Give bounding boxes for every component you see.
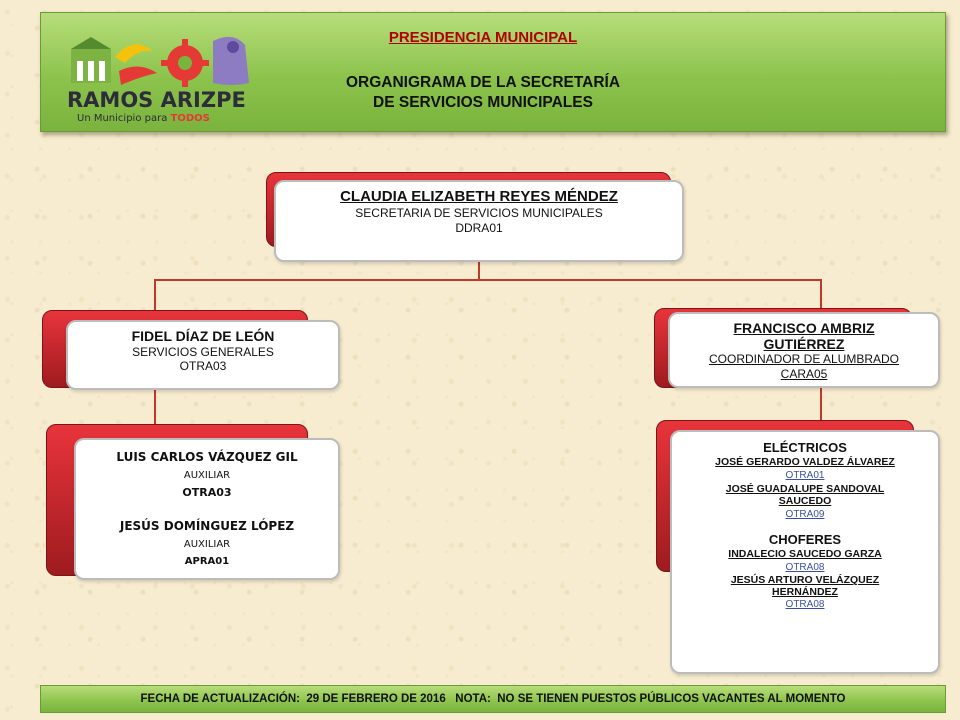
- right-role: COORDINADOR DE ALUMBRADO: [708, 352, 900, 366]
- logo-tagline-emphasis: TODOS: [170, 113, 210, 124]
- left-sub-p1-code: OTRA03: [182, 486, 232, 499]
- right-name-line-1: FRANCISCO AMBRIZ: [733, 320, 875, 336]
- g1-p2-name-line-1: JOSÉ GUADALUPE SANDOVAL: [725, 483, 885, 495]
- group-electricos-heading: ELÉCTRICOS: [763, 440, 847, 455]
- subtitle-line-1: ORGANIGRAMA DE LA SECRETARÍA: [345, 74, 621, 91]
- g1-p1-code: OTRA01: [785, 470, 825, 481]
- svg-text:Un Municipio para TODOS: [77, 113, 210, 124]
- sun-icon: [115, 44, 157, 85]
- figure-icon: [213, 37, 249, 85]
- left-sub-p2-role: AUXILIAR: [183, 539, 231, 550]
- connector-right-sub: [820, 388, 822, 424]
- gear-icon: [161, 39, 209, 87]
- top-code: DDRA01: [455, 221, 503, 235]
- left-sub-p2-code: APRA01: [184, 556, 230, 567]
- left-name: FIDEL DÍAZ DE LEÓN: [131, 328, 275, 344]
- subtitle-line-2: DE SERVICIOS MUNICIPALES: [373, 94, 593, 111]
- top-box: [274, 180, 684, 262]
- right-box: [668, 312, 940, 388]
- left-sub-p2-name: JESÚS DOMÍNGUEZ LÓPEZ: [119, 519, 295, 533]
- footer-text: FECHA DE ACTUALIZACIÓN: 29 DE FEBRERO DE 2016 NOTA: NO SE TIENEN PUESTOS PÚBLICOS VACANTES AL MOMENTO: [140, 693, 846, 705]
- connector-left-down: [154, 279, 156, 313]
- g2-p2-code: OTRA08: [785, 599, 825, 610]
- logo-tagline: Un Municipio para: [77, 113, 171, 124]
- connector-top-down: [478, 262, 480, 280]
- logo-name: RAMOS ARIZPE: [67, 88, 246, 112]
- connector-left-sub: [154, 390, 156, 428]
- left-sub-p1-role: AUXILIAR: [183, 470, 231, 481]
- g2-p1-code: OTRA08: [785, 562, 825, 573]
- left-sub-box: [74, 438, 340, 580]
- g2-p1-name: INDALECIO SAUCEDO GARZA: [728, 548, 882, 560]
- right-name-line-2: GUTIÉRREZ: [763, 336, 845, 352]
- left-code: OTRA03: [179, 359, 227, 373]
- left-role: SERVICIOS GENERALES: [132, 345, 274, 359]
- connector-horizontal: [154, 279, 822, 281]
- top-role: SECRETARIA DE SERVICIOS MUNICIPALES: [355, 206, 603, 220]
- g1-p2-name-line-2: SAUCEDO: [778, 495, 832, 507]
- page-title: PRESIDENCIA MUNICIPAL: [388, 29, 578, 46]
- ramos-arizpe-logo: [63, 31, 273, 127]
- header-banner: [40, 12, 946, 132]
- g2-p2-name-line-1: JESÚS ARTURO VELÁZQUEZ: [730, 574, 880, 586]
- top-name: CLAUDIA ELIZABETH REYES MÉNDEZ: [340, 188, 618, 205]
- group-choferes-heading: CHOFERES: [768, 532, 842, 547]
- building-icon: [71, 37, 111, 83]
- page-subtitle: [273, 73, 693, 113]
- g2-p2-name-line-2: HERNÁNDEZ: [772, 586, 838, 598]
- right-sub-box: [670, 430, 940, 674]
- g1-p2-code: OTRA09: [785, 509, 825, 520]
- g1-p1-name: JOSÉ GERARDO VALDEZ ÁLVAREZ: [715, 456, 895, 468]
- footer-banner: [40, 685, 946, 713]
- right-code: CARA05: [780, 367, 828, 381]
- left-box: [66, 320, 340, 390]
- left-sub-p1-name: LUIS CARLOS VÁZQUEZ GIL: [116, 450, 298, 464]
